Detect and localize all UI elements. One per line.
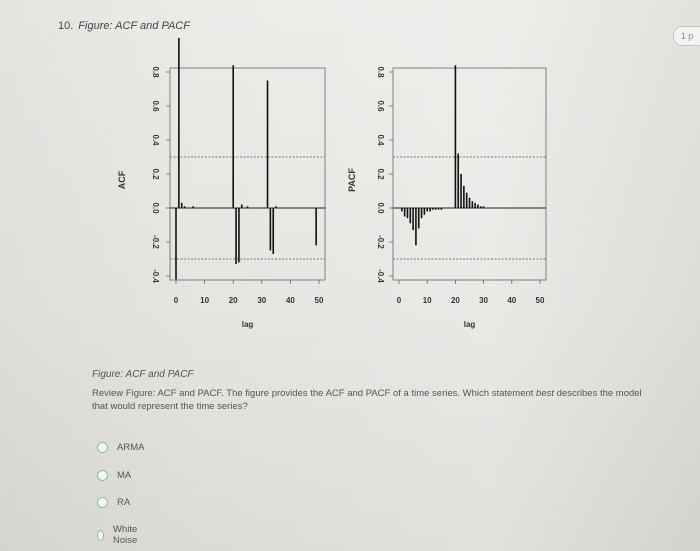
acf-x-tick-label: 10 — [200, 296, 210, 305]
question-number: 10. — [58, 20, 74, 32]
acf-x-axis-label: lag — [241, 320, 254, 329]
acf-y-tick-label: 0.0 — [151, 202, 160, 214]
acf-plot-frame — [170, 68, 325, 280]
option-white-noise[interactable] — [97, 524, 141, 546]
pacf-x-tick-label: 20 — [450, 296, 460, 305]
pacf-y-tick-label: 0.2 — [376, 168, 385, 180]
radio-button[interactable] — [97, 497, 108, 508]
pacf-y-tick-label: 0.0 — [376, 202, 385, 214]
pacf-plot-frame — [393, 68, 546, 280]
acf-y-tick-label: -0.4 — [151, 269, 160, 283]
acf-x-tick-label: 30 — [257, 296, 267, 305]
points-badge: 1 p — [673, 26, 700, 46]
option-label: White Noise — [112, 524, 138, 546]
acf-y-tick-label: 0.8 — [151, 66, 160, 78]
option-label: RA — [117, 497, 131, 508]
acf-x-tick-label: 0 — [173, 296, 179, 305]
option-label: ARMA — [117, 442, 145, 453]
radio-button[interactable] — [97, 442, 108, 453]
radio-button[interactable] — [97, 470, 108, 481]
figure-caption: Figure: ACF and PACF — [92, 369, 194, 380]
pacf-x-axis-label: lag — [463, 320, 476, 329]
pacf-x-tick-label: 50 — [535, 296, 545, 305]
acf-y-tick-label: 0.2 — [151, 168, 160, 180]
prompt-text-2: describes the model that would represent the time series? — [92, 388, 642, 412]
acf-x-tick-label: 50 — [314, 296, 324, 305]
question-prompt — [92, 387, 652, 413]
pacf-x-tick-label: 40 — [507, 296, 517, 305]
pacf-y-axis-label: PACF — [347, 168, 357, 192]
pacf-y-tick-label: -0.4 — [376, 269, 385, 283]
acf-y-axis-label: ACF — [117, 170, 127, 190]
pacf-x-tick-label: 30 — [479, 296, 489, 305]
acf-x-tick-label: 20 — [228, 296, 238, 305]
prompt-emphasis: best — [536, 388, 555, 399]
pacf-x-tick-label: 0 — [396, 296, 402, 305]
option-label: MA — [117, 470, 132, 481]
radio-button[interactable] — [97, 530, 104, 541]
acf-y-tick-label: 0.4 — [151, 134, 160, 146]
prompt-text-1: Review Figure: ACF and PACF. The figure provides the ACF and PACF of a time series. Which statement — [92, 388, 537, 399]
pacf-y-tick-label: 0.4 — [376, 134, 385, 146]
option-ra[interactable] — [97, 497, 130, 508]
question-title: Figure: ACF and PACF — [78, 20, 190, 32]
acf-y-tick-label: 0.6 — [151, 100, 160, 112]
option-arma[interactable] — [97, 442, 144, 453]
pacf-y-tick-label: -0.2 — [376, 235, 385, 249]
pacf-y-tick-label: 0.8 — [376, 66, 385, 78]
acf-x-tick-label: 40 — [285, 296, 295, 305]
pacf-y-tick-label: 0.6 — [376, 100, 385, 112]
option-ma[interactable] — [97, 470, 131, 481]
acf-y-tick-label: -0.2 — [151, 235, 160, 249]
pacf-x-tick-label: 10 — [422, 296, 432, 305]
